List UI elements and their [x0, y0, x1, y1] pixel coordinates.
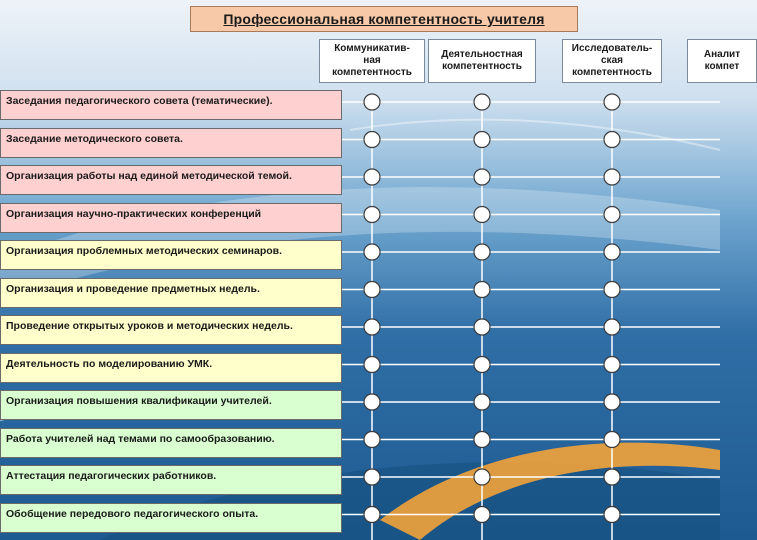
- activity-row: Проведение открытых уроков и методических недель.: [0, 315, 342, 345]
- column-header-2: Деятельностная компетентность: [428, 39, 536, 83]
- grid-node: [474, 319, 490, 335]
- grid-node: [474, 94, 490, 110]
- grid-node: [364, 207, 380, 223]
- grid-node: [604, 169, 620, 185]
- grid-node: [604, 469, 620, 485]
- grid-node: [604, 394, 620, 410]
- column-header-1: Коммуникатив- ная компетентность: [319, 39, 425, 83]
- grid-node: [474, 207, 490, 223]
- activity-row: Работа учителей над темами по самообразованию.: [0, 428, 342, 458]
- grid-node: [474, 244, 490, 260]
- activity-row: Аттестация педагогических работников.: [0, 465, 342, 495]
- grid-node: [474, 282, 490, 298]
- grid-node: [474, 394, 490, 410]
- grid-node: [604, 207, 620, 223]
- activity-row: Деятельность по моделированию УМК.: [0, 353, 342, 383]
- grid-node: [604, 432, 620, 448]
- grid-node: [474, 507, 490, 523]
- grid-node: [604, 132, 620, 148]
- grid-node: [364, 94, 380, 110]
- activity-row: Организация работы над единой методической темой.: [0, 165, 342, 195]
- grid-node: [604, 319, 620, 335]
- grid-node: [474, 132, 490, 148]
- grid-node: [604, 507, 620, 523]
- column-header-3: Исследователь- ская компетентность: [562, 39, 662, 83]
- grid-node: [364, 319, 380, 335]
- grid-node: [364, 169, 380, 185]
- page-title: Профессиональная компетентность учителя: [190, 6, 578, 32]
- activity-row: Организация проблемных методических семинаров.: [0, 240, 342, 270]
- grid-node: [604, 244, 620, 260]
- grid-node: [604, 94, 620, 110]
- activity-row: Организация повышения квалификации учителей.: [0, 390, 342, 420]
- grid-node: [474, 357, 490, 373]
- column-header-4: Аналит компет: [687, 39, 757, 83]
- grid-node: [364, 469, 380, 485]
- grid-node: [364, 394, 380, 410]
- grid-node: [364, 282, 380, 298]
- grid-node: [364, 132, 380, 148]
- activity-row: Заседание методического совета.: [0, 128, 342, 158]
- grid-node: [364, 244, 380, 260]
- grid-node: [474, 169, 490, 185]
- activity-row: Организация и проведение предметных недель.: [0, 278, 342, 308]
- grid-node: [604, 282, 620, 298]
- activity-row: Заседания педагогического совета (тематические).: [0, 90, 342, 120]
- grid-node: [364, 432, 380, 448]
- grid-node: [364, 507, 380, 523]
- grid-node: [364, 357, 380, 373]
- activity-row: Обобщение передового педагогического опыта.: [0, 503, 342, 533]
- activity-row: Организация научно-практических конференций: [0, 203, 342, 233]
- grid-node: [474, 469, 490, 485]
- grid-node: [474, 432, 490, 448]
- grid-node: [604, 357, 620, 373]
